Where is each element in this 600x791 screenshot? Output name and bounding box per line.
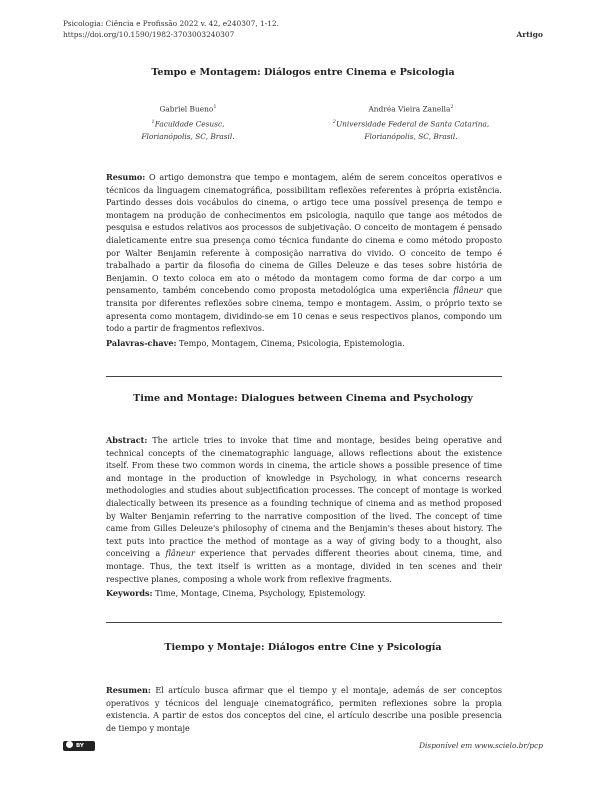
running-header bbox=[63, 18, 543, 40]
abstract-label: Resumo: bbox=[106, 172, 146, 182]
journal-citation: Psicologia: Ciência e Profissão 2022 v. 42, e240307, 1-12. bbox=[63, 19, 279, 28]
title-english: Time and Montage: Dialogues between Cinema and Psychology bbox=[133, 393, 473, 404]
affiliation-sup: 1 bbox=[151, 118, 155, 125]
abstract-portuguese bbox=[106, 171, 502, 349]
affiliation-location: Florianópolis, SC, Brasil. bbox=[364, 131, 458, 141]
keywords-text: Time, Montage, Cinema, Psychology, Epistemology. bbox=[155, 588, 366, 599]
author-sup: 1 bbox=[213, 104, 217, 110]
abstract-text-continued: que transita por diferentes reflexões sobre cinema, tempo e montagem. Assim, o próprio texto se apresenta como montagem, dividindo-se em 10 cenas e seus respectivos planos, compondo um todo a partir de fragmentos reflexivos. bbox=[106, 285, 502, 334]
author-name: Andréa Vieira Zanella bbox=[368, 104, 451, 114]
availability-note: Disponível em www.scielo.br/pcp bbox=[419, 741, 543, 750]
abstract-text: El artículo busca afirmar que el tiempo y el montaje, además de ser conceptos operativos y técnicos del lenguaje cinematográfico, permiten reflexiones sobre la propia existencia. A partir de estos dos conceptos del cine, el artículo describe una posible presencia de tiempo y montaje bbox=[106, 685, 502, 733]
keywords-text: Tempo, Montagem, Cinema, Psicologia, Epistemologia. bbox=[179, 337, 405, 348]
abstract-english bbox=[106, 434, 502, 600]
affiliation-sup: 2 bbox=[332, 118, 336, 125]
author-1 bbox=[88, 101, 288, 143]
keywords-label: Keywords: bbox=[106, 588, 153, 599]
affiliation-line: Faculdade Cesusc, bbox=[154, 119, 225, 129]
abstract-italic-term: flâneur bbox=[165, 548, 195, 559]
license-label: BY bbox=[76, 743, 84, 749]
title-spanish: Tiempo y Montaje: Diálogos entre Cine y Psicología bbox=[164, 642, 442, 653]
abstract-text-continued: experience that pervades different theories about cinema, time, and montage. Thus, the text itself is written as a montage, divided in ten scenes and their respective planes, composing a whole work from reflexive fragments. bbox=[106, 548, 503, 584]
abstract-text: The article tries to invoke that time and montage, besides being operative and technical concepts of the cinematographic language, allows reflections about the existence itself. From these two common words in cinema, the article shows a possible presence of time and montage in the production of knowledge in Psychology, in what concerns research methodologies and studies about subjectification processes. The concept of montage is worked dialectically between its presence as a founding technique of cinema and as method proposed by Walter Benjamin referring to the narrative composition of the lived. The concept of time came from Gilles Deleuze's philosophy of cinema and the Benjamin's theses about history. The text puts into practice the method of montage as a way of giving body to a thought, also conceiving a bbox=[106, 435, 502, 559]
cc-by-license-badge[interactable] bbox=[63, 741, 95, 751]
creative-commons-icon bbox=[66, 741, 73, 748]
section-divider bbox=[106, 622, 502, 623]
title-portuguese: Tempo e Montagem: Diálogos entre Cinema e Psicologia bbox=[151, 67, 455, 78]
affiliation-line: Universidade Federal de Santa Catarina, bbox=[335, 119, 490, 129]
page-footer bbox=[63, 740, 543, 754]
author-name: Gabriel Bueno bbox=[159, 104, 214, 114]
abstract-label: Abstract: bbox=[106, 435, 148, 445]
keywords-label: Palavras-chave: bbox=[106, 337, 177, 348]
affiliation-location: Florianópolis, SC, Brasil. bbox=[141, 131, 235, 141]
author-2 bbox=[311, 101, 511, 143]
author-sup: 2 bbox=[450, 104, 454, 110]
abstract-italic-term: flâneur bbox=[453, 285, 483, 296]
doi-link[interactable]: https://doi.org/10.1590/1982-3703003240307 bbox=[63, 30, 235, 39]
section-divider bbox=[106, 376, 502, 377]
abstract-spanish bbox=[106, 684, 502, 734]
article-type-label: Artigo bbox=[516, 30, 543, 39]
abstract-text: O artigo demonstra que tempo e montagem, além de serem conceitos operativos e técnicos da linguagem cinematográfica, possibilitam reflexões referentes à própria existência. Partindo desses dois vocábulos do cinema, o artigo tece uma possível presença de tempo e montagem na produção de conhecimentos em psicologia, naquilo que tange aos métodos de pesquisa e estudos relativos aos processos de subjetivação. O conceito de montagem é pensado dialeticamente entre sua presença como técnica fundante do cinema e como método proposto por Walter Benjamin referente à composição narrativa do vivido. O conceito de tempo é trabalhado a partir da filosofia do cinema de Gilles Deleuze e das teses sobre história de Benjamin. O texto coloca em ato o método da montagem como forma de dar corpo a um pensamento, também concebendo como proposta metodológica uma experiência bbox=[106, 172, 503, 296]
abstract-label: Resumen: bbox=[106, 685, 151, 695]
